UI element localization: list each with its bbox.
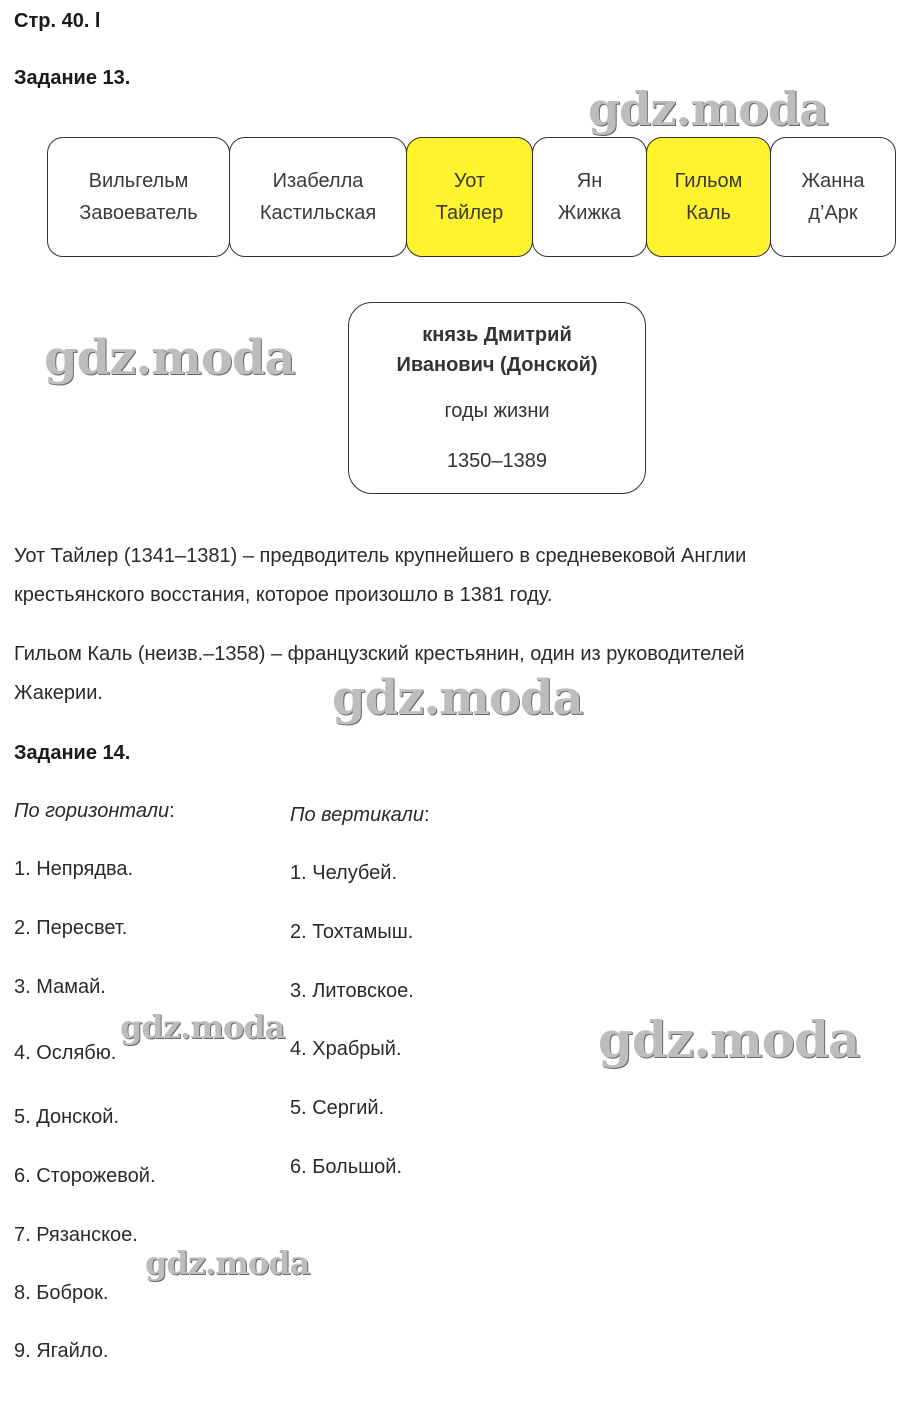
card-name-line: князь Дмитрий <box>422 324 572 346</box>
list-item: 5. Донской. <box>14 1106 119 1128</box>
watermark: gdz.moda <box>44 330 295 386</box>
paragraph-line: Гильом Каль (неизв.–1358) – французский крестьянин, один из руководителей <box>14 643 745 665</box>
box-line: Тайлер <box>435 202 504 224</box>
watermark: gdz.moda <box>120 1008 285 1046</box>
box-line: Вильгельм <box>88 170 189 192</box>
paragraph-line: Жакерии. <box>14 682 103 704</box>
box-wilhelm <box>47 137 230 257</box>
box-wat-tyler <box>406 137 533 257</box>
list-item: 1. Непрядва. <box>14 858 134 880</box>
horizontal-heading <box>14 800 175 823</box>
vertical-heading-text: По вертикали <box>290 804 424 826</box>
list-item: 8. Боброк. <box>14 1282 109 1304</box>
box-line: Каль <box>686 202 731 224</box>
card-label: годы жизни <box>444 400 550 422</box>
box-isabella <box>229 137 407 257</box>
task14-title: Задание 14. <box>14 742 131 764</box>
box-line: Уот <box>453 170 486 192</box>
paragraph-line: крестьянского восстания, которое произошло в 1381 году. <box>14 584 553 606</box>
list-item: 4. Храбрый. <box>290 1038 402 1060</box>
list-item: 3. Мамай. <box>14 976 106 998</box>
list-item: 7. Рязанское. <box>14 1224 138 1246</box>
box-line: Ян <box>576 170 603 192</box>
list-item: 6. Большой. <box>290 1156 403 1178</box>
paragraph-line: Уот Тайлер (1341–1381) – предводитель крупнейшего в средневековой Англии <box>14 545 747 567</box>
watermark: gdz.moda <box>145 1244 310 1282</box>
box-joan-of-arc <box>770 137 896 257</box>
box-guillaume-cale <box>646 137 771 257</box>
box-line: Завоеватель <box>79 202 198 224</box>
box-line: Жанна <box>801 170 865 192</box>
list-item: 5. Сергий. <box>290 1097 385 1119</box>
colon: : <box>423 804 430 826</box>
box-line: Кастильская <box>259 202 377 224</box>
box-line: Изабелла <box>272 170 364 192</box>
watermark: gdz.moda <box>588 82 828 136</box>
list-item: 2. Тохтамыш. <box>290 921 414 943</box>
list-item: 3. Литовское. <box>290 980 414 1002</box>
card-name <box>349 320 645 380</box>
vertical-heading <box>290 804 430 827</box>
watermark: gdz.moda <box>332 670 583 726</box>
list-item: 6. Сторожевой. <box>14 1165 156 1187</box>
watermark: gdz.moda <box>598 1010 860 1069</box>
paragraph-wat-tyler <box>14 537 746 615</box>
list-item: 4. Ослябю. <box>14 1042 117 1064</box>
box-line: Гильом <box>674 170 743 192</box>
page-heading: Стр. 40. l <box>14 10 101 32</box>
box-jan-zizka <box>532 137 647 257</box>
box-line: д’Арк <box>808 202 858 224</box>
list-item: 1. Челубей. <box>290 862 398 884</box>
colon: : <box>169 800 175 822</box>
dmitry-donskoy-card <box>348 302 646 494</box>
task13-title: Задание 13. <box>14 67 131 89</box>
card-years: 1350–1389 <box>446 450 548 472</box>
horizontal-heading-text: По горизонтали <box>14 800 170 822</box>
list-item: 9. Ягайло. <box>14 1340 109 1362</box>
card-name-line: Иванович (Донской) <box>396 354 598 376</box>
box-line: Жижка <box>557 202 622 224</box>
list-item: 2. Пересвет. <box>14 917 128 939</box>
